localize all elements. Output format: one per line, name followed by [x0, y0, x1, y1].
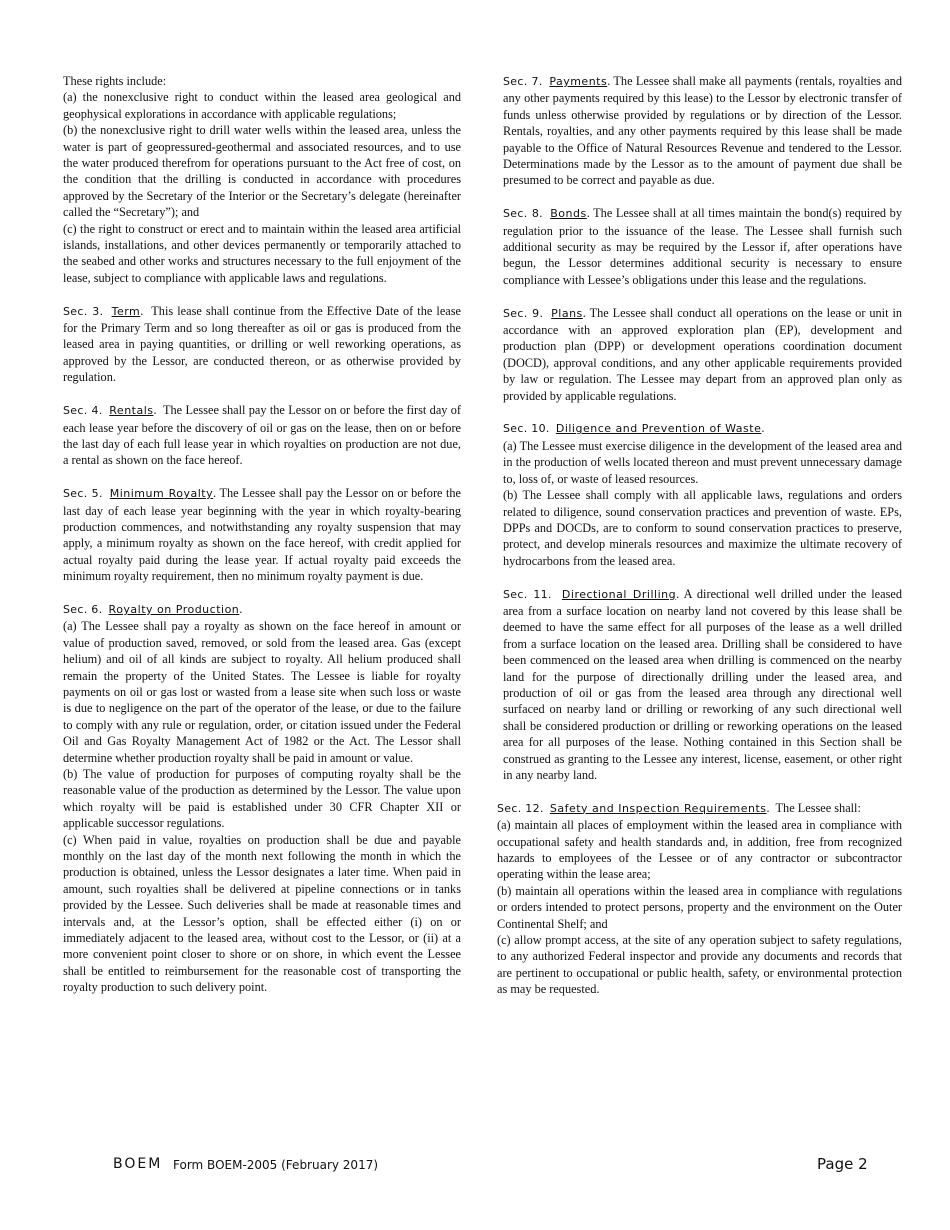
- section-11-number: Sec. 11.: [503, 587, 552, 601]
- section-8-bonds: [503, 205, 902, 288]
- section-4-paragraph: Sec. 4. Rentals. The Lessee shall pay the Lessor on or before the first day of each lease year before the discovery of oil or gas on the lease, then on or before the last day of each full lease year in which royalties on production are not due, a rental as shown on the face hereof.: [63, 403, 461, 468]
- right-column: [497, 73, 903, 1014]
- section-12-lead: The Lessee shall:: [775, 800, 861, 815]
- section-3-title: Term: [111, 304, 141, 318]
- section-7-title: Payments: [549, 75, 608, 88]
- section-10-diligence: [503, 420, 902, 569]
- section-8-title: Bonds: [550, 207, 587, 221]
- left-column: [63, 73, 461, 1012]
- section-11-title: Directional Drilling: [561, 587, 677, 601]
- section-3-number: Sec. 3.: [63, 304, 104, 318]
- rights-item-c: (c) the right to construct or erect and to maintain within the leased area artificial islands, installations, and other devices permanently or temporarily attached to the seabed and other works and structures necessary to the full enjoyment of the lease, subject to compliance with applicable laws and regulations.: [63, 221, 461, 285]
- section-12-title: Safety and Inspection Requirements: [549, 801, 767, 815]
- section-6-item-b: (b) The value of production for purposes of computing royalty shall be the reasonable value of the production as determined by the Lessor. The value upon which royalty will be paid is established under 30 CFR Chapter XII or applicable successor regulations.: [63, 767, 461, 831]
- section-8-number: Sec. 8.: [503, 207, 543, 221]
- section-3-term: [63, 303, 461, 386]
- section-9-number: Sec. 9.: [503, 306, 544, 320]
- rights-lead: These rights include:: [63, 74, 167, 88]
- section-3-paragraph: Sec. 3. Term. This lease shall continue from the Effective Date of the lease for the Primary Term and so long thereafter as oil or gas is produced from the leased area in paying quantities, or drilling or well reworking operations, as approved by the Lessor, are conducted thereon, or as otherwise provided by regulation.: [63, 303, 461, 385]
- section-6-royalty-on-production: [63, 601, 461, 996]
- section-10-title: Diligence and Prevention of Waste: [555, 422, 762, 436]
- page-footer: [0, 1155, 950, 1175]
- rights-item-a: (a) the nonexclusive right to conduct within the leased area geological and geophysical explorations in accordance with applicable regulations;: [63, 90, 461, 121]
- section-12-heading: Sec. 12. Safety and Inspection Requirements. The Lessee shall:: [497, 800, 861, 815]
- section-3-body: This lease shall continue from the Effective Date of the lease for the Primary Term and so long thereafter as oil or gas is produced from the leased area in paying quantities, or drilling or well reworking operations, as approved by the Lessor, are conducted thereon, or as otherwise provided by regulation.: [63, 303, 461, 385]
- section-5-title: Minimum Royalty: [109, 487, 214, 501]
- section-8-paragraph: Sec. 8. Bonds. The Lessee shall at all times maintain the bond(s) required by regulation prior to the issuance of the lease. The Lessee shall furnish such additional security as may be required by the Lessor if, after operations have begun, the Lessor determines additional security is necessary to ensure compliance with Lessee’s obligations under this lease and the regulations.: [503, 206, 902, 287]
- section-6-number: Sec. 6.: [63, 602, 103, 616]
- section-7-body: The Lessee shall make all payments (rentals, royalties and any other payments required by this lease) to the Lessor by electronic transfer of funds unless otherwise provided by regulations or by direction of the Lessor. Rentals, royalties, and any other payments required by this lease shall be made payable to the Office of Natural Resources Revenue and tendered to the Lessor. Determinations made by the Lessor as to the amount of payment due shall be presumed to be correct and payable as due.: [503, 74, 902, 188]
- footer-agency: BOEM: [113, 1156, 163, 1172]
- section-10-item-a: (a) The Lessee must exercise diligence in the development of the leased area and in the production of wells located thereon and must prevent unnecessary damage to, loss of, or waste of leased resources.: [503, 438, 902, 486]
- section-6-item-a: (a) The Lessee shall pay a royalty as shown on the face hereof in amount or value of production saved, removed, or sold from the leased area. Gas (except helium) and oil of all kinds are subject to royalty. All helium produced shall remain the property of the United States. The Lessee is liable for royalty payments on oil or gas lost or wasted from a lease site when such loss or waste is due to negligence on the part of the operator of the lease, or due to the failure to comply with any rule or regulation, order, or citation issued under the Federal Oil and Gas Royalty Management Act of 1982 or the Act. The Lessor shall determine whether production royalty shall be paid in amount or value.: [63, 619, 461, 765]
- section-5-body: The Lessee shall pay the Lessor on or before the last day of each lease year beginning with the year in which royalty-bearing production commences, and notwithstanding any royalty suspension that may apply, a minimum royalty as shown on the face hereof, with credit applied for actual royalty paid during the lease year. If actual royalty paid exceeds the minimum royalty requirement, then no minimum royalty payment is due.: [63, 486, 462, 584]
- section-6-heading: Sec. 6. Royalty on Production.: [63, 601, 243, 616]
- section-12-item-b: (b) maintain all operations within the leased area in compliance with regulations or orders intended to protect persons, property and the environment on the Outer Continental Shelf; and: [497, 883, 902, 931]
- section-9-paragraph: Sec. 9. Plans. The Lessee shall conduct all operations on the lease or unit in accordance with an approved exploration plan (EP), development and production plan (DPP) or development operations coordination document (DOCD), approval conditions, and any other applicable requirements provided by law or regulation. The Lessee may depart from an approved plan only as provided by applicable regulations.: [503, 305, 903, 403]
- section-6-item-c: (c) When paid in value, royalties on production shall be due and payable monthly on the last day of the month next following the month in which the production is obtained, unless the Lessor designates a later time. When paid in amount, such royalties shall be delivered at pipeline connections or in tanks provided by the Lessee. Such deliveries shall be made at reasonable times and intervals and, at the Lessor’s option, shall be effected either (i) on or immediately adjacent to the leased area, without cost to the Lessor, or (ii) at a more convenient point closer to shore or on shore, in which event the Lessee shall be entitled to reimbursement for the reasonable cost of transporting the royalty production to such delivery point.: [63, 832, 461, 995]
- section-4-title: Rentals: [109, 404, 154, 418]
- rights-item-b: (b) the nonexclusive right to drill water wells within the leased area, unless the water is part of geopressured-geothermal and associated resources, and to use the water produced therefrom for operations pursuant to the Act free of cost, on the condition that the drilling is conducted in accordance with procedures approved by the Secretary of the Interior or the Secretary’s delegate (hereinafter called the “Secretary”); and: [63, 123, 461, 220]
- section-9-title: Plans: [551, 306, 583, 320]
- section-7-paragraph: Sec. 7. Payments. The Lessee shall make all payments (rentals, royalties and any other payments required by this lease) to the Lessor by electronic transfer of funds unless otherwise provided by regulations or by direction of the Lessor. Rentals, royalties, and any other payments required by this lease shall be made payable to the Office of Natural Resources Revenue and tendered to the Lessor. Determinations made by the Lessor as to the amount of payment due shall be presumed to be correct and payable as due.: [503, 74, 902, 188]
- section-5-number: Sec. 5.: [63, 487, 103, 501]
- section-4-number: Sec. 4.: [63, 404, 103, 418]
- section-11-body: A directional well drilled under the leased area from a surface location on nearby land not covered by this lease shall be deemed to have the same effect for all purposes of the lease as a well drilled from a surface location on the leased area. Drilling shall be considered to have been commenced on the leased area when drilling is commenced on the nearby land for the purpose of directionally drilling under the leased area, and production of oil or gas from the leased area through any directional well surfaced on nearby land or drilling or reworking of any such directional well shall be considered production or drilling or reworking operations on the leased area for all purposes of the lease. Nothing contained in this Section shall be construed as granting to the Lessee any interest, license, easement, or other right in any nearby land.: [503, 586, 902, 782]
- section-6-title: Royalty on Production: [108, 602, 240, 616]
- section-10-number: Sec. 10.: [503, 422, 550, 436]
- footer-page-number: Page 2: [817, 1155, 868, 1173]
- section-5-minimum-royalty: [63, 485, 461, 584]
- section-9-plans: [503, 305, 902, 404]
- rights-list: [63, 73, 461, 286]
- section-4-body: The Lessee shall pay the Lessor on or before the first day of each lease year before the discovery of oil or gas on the lease, then on or before the last day of each full lease year in which royalties on production are not due, a rental as shown on the face hereof.: [63, 403, 461, 468]
- section-12-item-a: (a) maintain all places of employment within the leased area in compliance with occupational safety and health standards and, in addition, free from recognized hazards to employees of the Lessee or of any contractor or subcontractor operating within the lease area;: [497, 818, 902, 882]
- footer-form-id: Form BOEM-2005 (February 2017): [173, 1158, 379, 1172]
- section-9-body: The Lessee shall conduct all operations on the lease or unit in accordance with an approved exploration plan (EP), development and production plan (DPP) or development operations coordination document (DOCD), approval conditions, and any other applicable requirements provided by law or regulation. The Lessee may depart from an approved plan only as provided by applicable regulations.: [503, 305, 903, 403]
- section-12-number: Sec. 12.: [497, 801, 544, 815]
- section-11-directional-drilling: [503, 586, 902, 784]
- section-12-item-c: (c) allow prompt access, at the site of any operation subject to safety regulations, to any authorized Federal inspector and provide any documents and records that are pertinent to occupational or public health, safety, or environmental protection as may be requested.: [497, 933, 902, 997]
- section-8-body: The Lessee shall at all times maintain the bond(s) required by regulation prior to the issuance of the lease. The Lessee shall furnish such additional security as may be required by the Lessor if, after operations have begun, the Lessor determines additional security is necessary to ensure compliance with Lessee’s obligations under this lease and the regulations.: [503, 206, 902, 287]
- section-12-safety: [497, 800, 902, 998]
- section-11-paragraph: Sec. 11. Directional Drilling. A directional well drilled under the leased area from a surface location on nearby land not covered by this lease shall be deemed to have the same effect for all purposes of the lease as a well drilled from a surface location on the leased area. Drilling shall be considered to have been commenced on the leased area when drilling is commenced on the nearby land for the purpose of directionally drilling under the leased area, and production of oil or gas from the leased area through any directional well surfaced on nearby land or drilling or reworking of any such directional well shall be considered production or drilling or reworking operations on the leased area for all purposes of the lease. Nothing contained in this Section shall be construed as granting to the Lessee any interest, license, easement, or other right in any nearby land.: [503, 586, 902, 782]
- section-4-rentals: [63, 402, 461, 469]
- section-5-paragraph: Sec. 5. Minimum Royalty. The Lessee shall pay the Lessor on or before the last day of each lease year beginning with the year in which royalty-bearing production commences, and notwithstanding any royalty suspension that may apply, a minimum royalty as shown on the face hereof, with credit applied for actual royalty paid during the lease year. If actual royalty paid exceeds the minimum royalty requirement, then no minimum royalty payment is due.: [63, 486, 462, 584]
- section-7-payments: [503, 73, 902, 189]
- section-10-heading: Sec. 10. Diligence and Prevention of Waste.: [503, 421, 765, 436]
- section-7-number: Sec. 7.: [503, 75, 543, 88]
- section-10-item-b: (b) The Lessee shall comply with all applicable laws, regulations and orders related to diligence, sound conservation practices and prevention of waste. EPs, DPPs and DOCDs, are to conform to sound conservation practices to preserve, protect, and develop minerals resources and maximize the ultimate recovery of hydrocarbons from the leased area.: [503, 488, 902, 568]
